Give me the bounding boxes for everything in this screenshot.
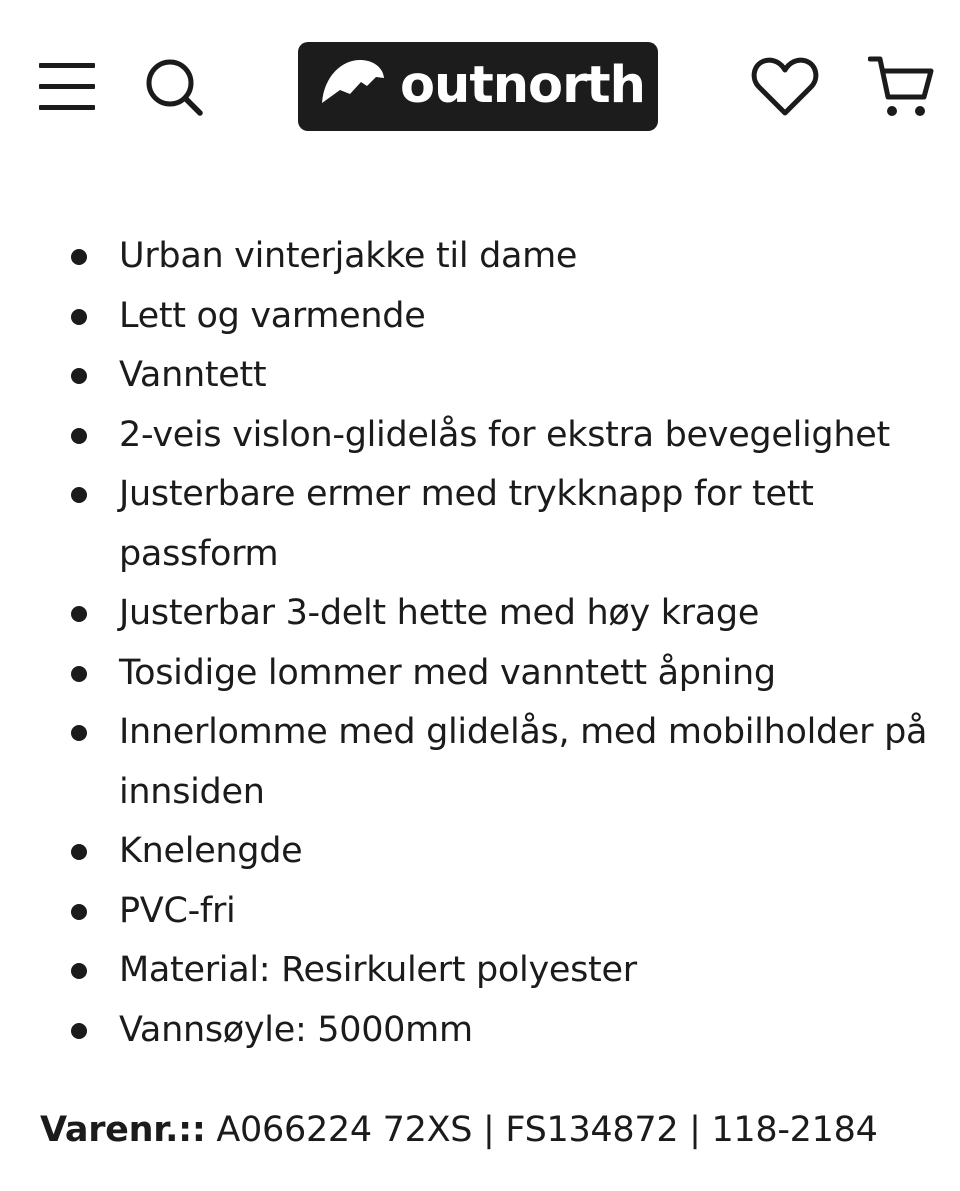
feature-text: Tosidige lommer med vanntett åpning xyxy=(119,652,776,693)
bullet-icon xyxy=(71,487,87,503)
logo-text: outnorth xyxy=(400,56,645,115)
article-number xyxy=(40,1104,878,1156)
bullet-icon xyxy=(71,606,87,622)
mountain-logo-icon xyxy=(320,56,386,116)
feature-text: Vannsøyle: 5000mm xyxy=(119,1009,473,1050)
site-header xyxy=(0,0,960,175)
bullet-icon xyxy=(71,904,87,920)
feature-item xyxy=(0,941,960,1001)
hamburger-menu-icon xyxy=(38,60,96,112)
feature-item xyxy=(0,346,960,406)
bullet-icon xyxy=(71,428,87,444)
feature-text: Justerbare ermer med trykknapp for tett passform xyxy=(119,474,814,574)
feature-item xyxy=(0,882,960,942)
feature-item xyxy=(0,406,960,466)
outnorth-logo[interactable] xyxy=(298,42,658,131)
feature-item xyxy=(0,227,960,287)
wishlist-button[interactable] xyxy=(751,55,819,119)
search-icon xyxy=(143,56,205,118)
feature-text: Justerbar 3-delt hette med høy krage xyxy=(119,593,760,633)
feature-text: Urban vinterjakke til dame xyxy=(119,236,578,276)
heart-icon xyxy=(751,55,819,119)
feature-item xyxy=(0,1001,960,1061)
feature-item xyxy=(0,644,960,704)
feature-text: Knelengde xyxy=(119,831,303,871)
feature-text: Lett og varmende xyxy=(119,295,426,336)
feature-text: 2-veis vislon-glidelås for ekstra bevegelighet xyxy=(119,414,890,455)
cart-button[interactable] xyxy=(868,53,936,121)
bullet-icon xyxy=(71,1023,87,1039)
feature-item xyxy=(0,703,960,822)
bullet-icon xyxy=(71,368,87,384)
product-feature-list xyxy=(0,227,960,1060)
bullet-icon xyxy=(71,725,87,741)
feature-text: Vanntett xyxy=(119,355,267,395)
article-number-value: A066224 72XS | FS134872 | 118-2184 xyxy=(216,1110,878,1150)
feature-item xyxy=(0,465,960,584)
feature-text: Innerlomme med glidelås, med mobilholder på innsiden xyxy=(119,712,928,812)
cart-icon xyxy=(868,53,936,121)
bullet-icon xyxy=(71,309,87,325)
search-button[interactable] xyxy=(143,56,205,118)
feature-item xyxy=(0,822,960,882)
bullet-icon xyxy=(71,963,87,979)
feature-text: PVC-fri xyxy=(119,890,236,931)
bullet-icon xyxy=(71,844,87,860)
menu-button[interactable] xyxy=(38,60,96,112)
article-number-label: Varenr.:: xyxy=(40,1110,206,1150)
bullet-icon xyxy=(71,666,87,682)
feature-item xyxy=(0,584,960,644)
feature-text: Material: Resirkulert polyester xyxy=(119,950,637,990)
feature-item xyxy=(0,287,960,347)
bullet-icon xyxy=(71,249,87,265)
